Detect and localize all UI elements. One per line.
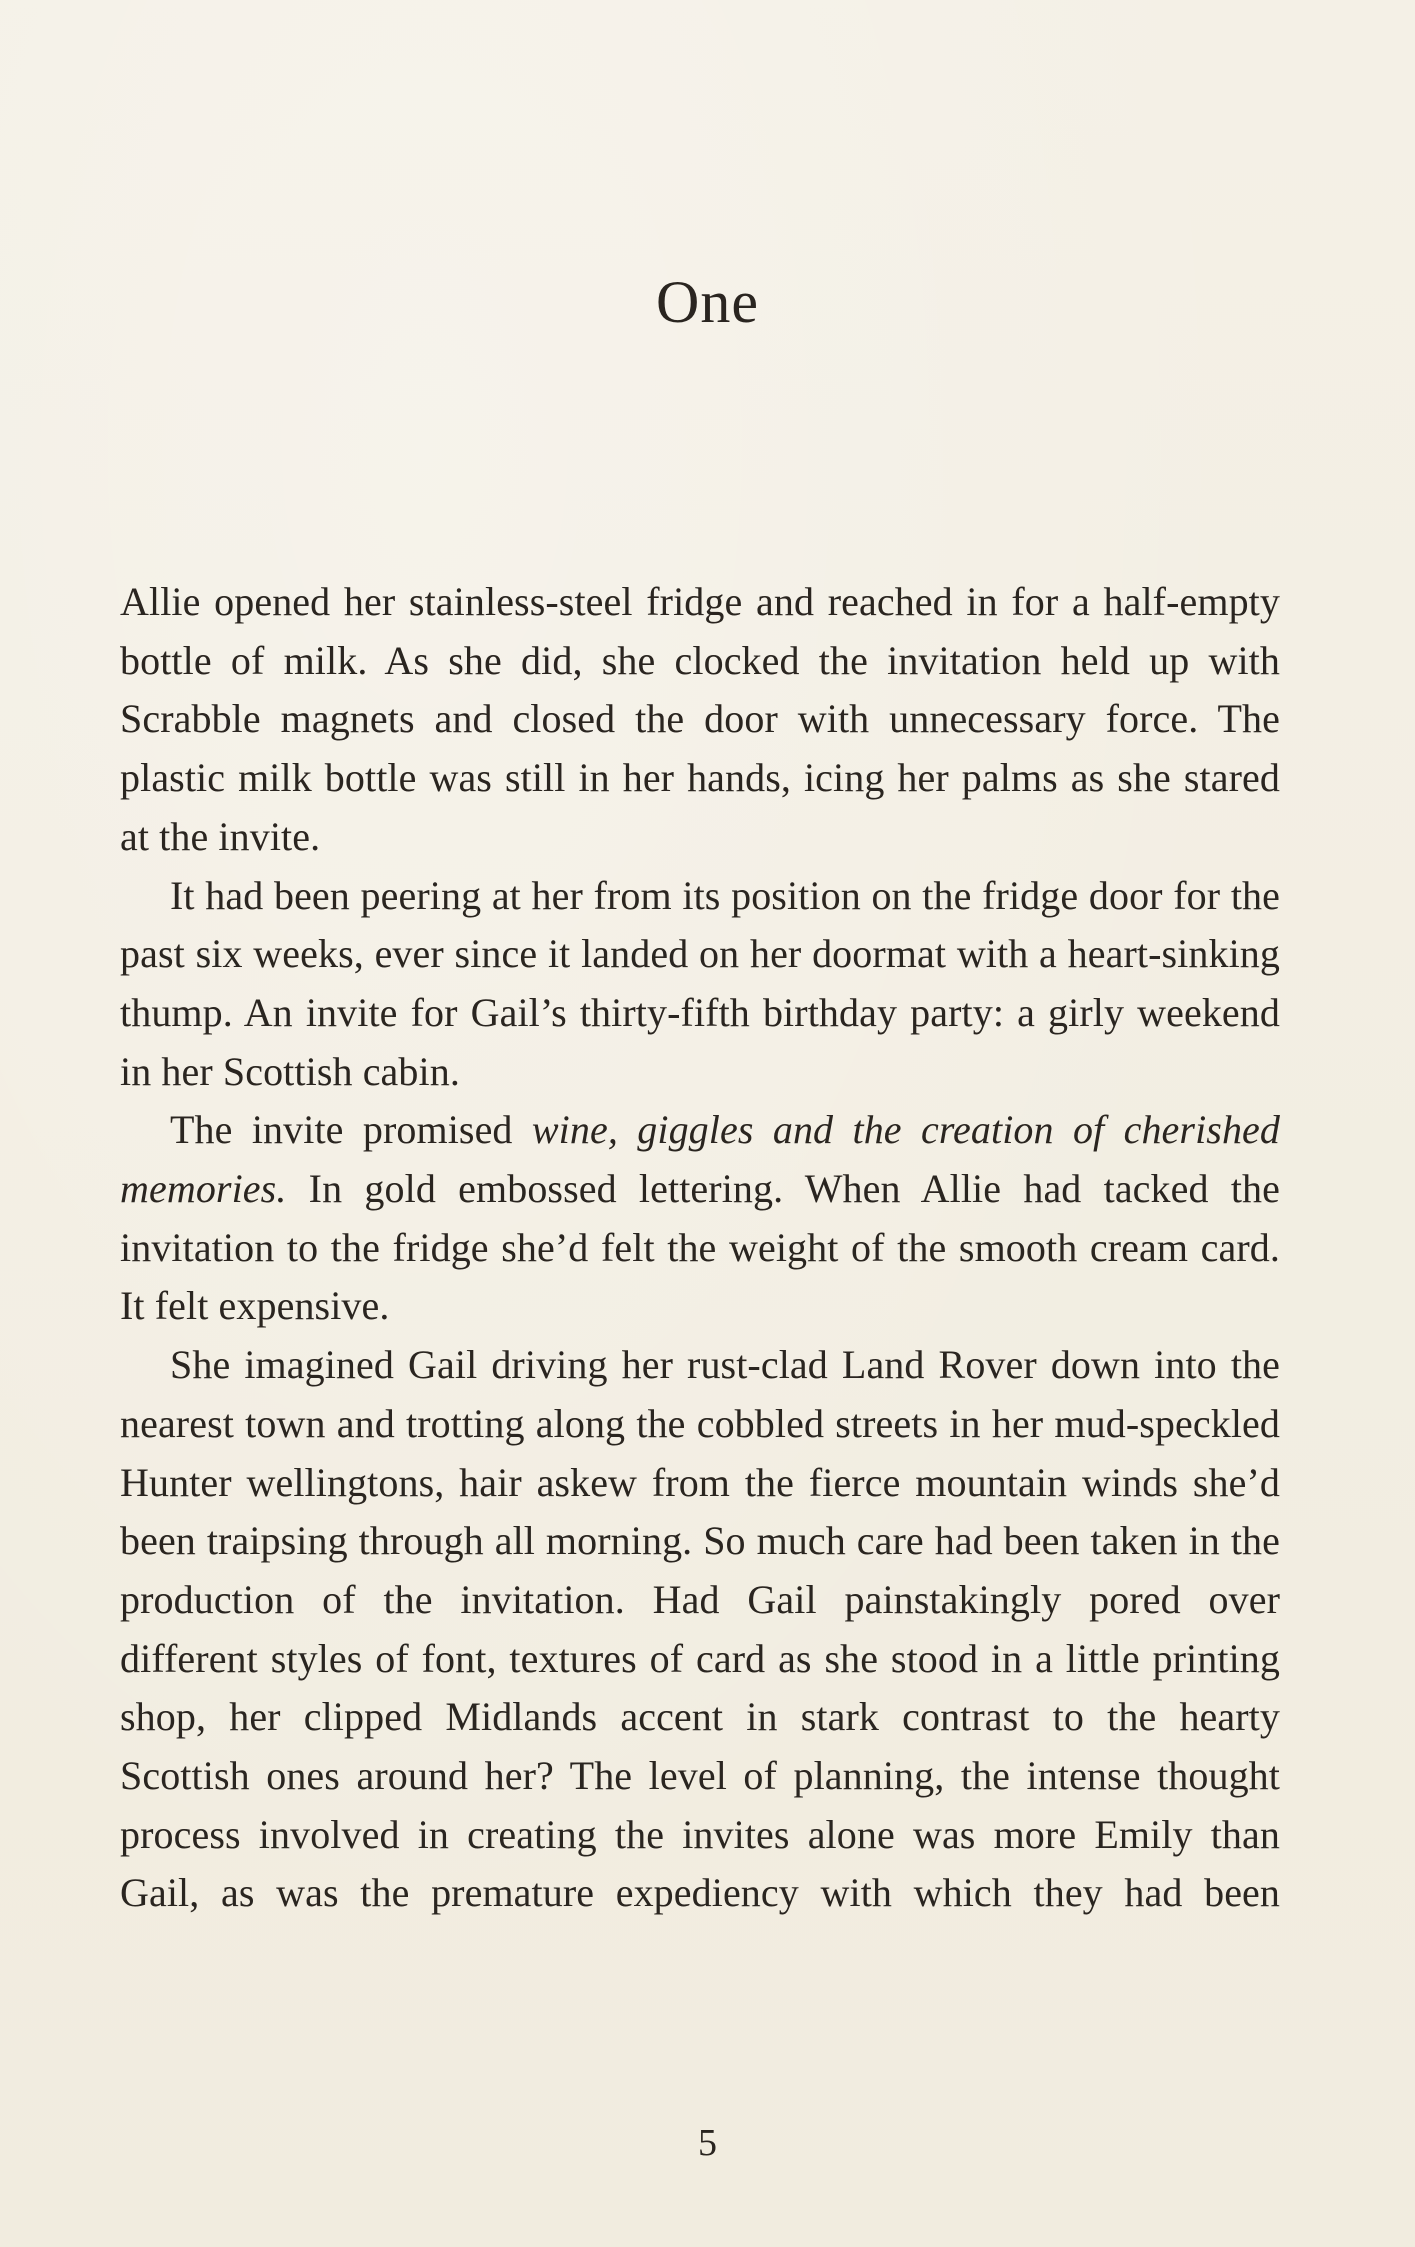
chapter-title: One <box>656 269 759 335</box>
body-text <box>120 573 1280 1923</box>
paragraph-1: Allie opened her stainless-steel fridge and reached in for a half-empty bottle of milk. As she did, she clocked the invitation held up with Scrabble magnets and closed the door with unnecessary force. The plastic milk bottle was still in her hands, icing her palms as she stared at the invite. <box>120 579 1280 859</box>
invite-quote: wine, giggles and the creation of cherished memories. <box>120 1107 1281 1212</box>
paragraph-2: It had been peering at her from its position on the fridge door for the past six weeks, ever since it landed on her doormat with a heart-sinking thump. An invite for Gail’s thirty-fifth birthday party: a girly weekend in her Scottish cabin. <box>120 872 1280 1094</box>
paragraph-4: She imagined Gail driving her rust-clad Land Rover down into the nearest town and trotting along the cobbled streets in her mud-speckled Hunter wellingtons, hair askew from the fierce mountain winds she’d been traipsing through all morning. So much care had been taken in the production of the invitation. Had Gail painstakingly pored over different styles of font, textures of card as she stood in a little printing shop, her clipped Midlands accent in stark contrast to the hearty Scottish ones around her? The level of planning, the intense thought process involved in creating the invites alone was more Emily than Gail, as was the premature expediency with which they had been <box>120 1342 1280 1916</box>
paragraph-3 <box>120 1101 1280 1336</box>
page-number: 5 <box>698 2122 717 2164</box>
paragraph-3-rest: In gold embossed lettering. When Allie had tacked the invitation to the fridge she’d felt the weight of the smooth cream card. It felt expensive. <box>120 1166 1280 1329</box>
paragraph-3-lead: The invite promised <box>170 1107 532 1153</box>
